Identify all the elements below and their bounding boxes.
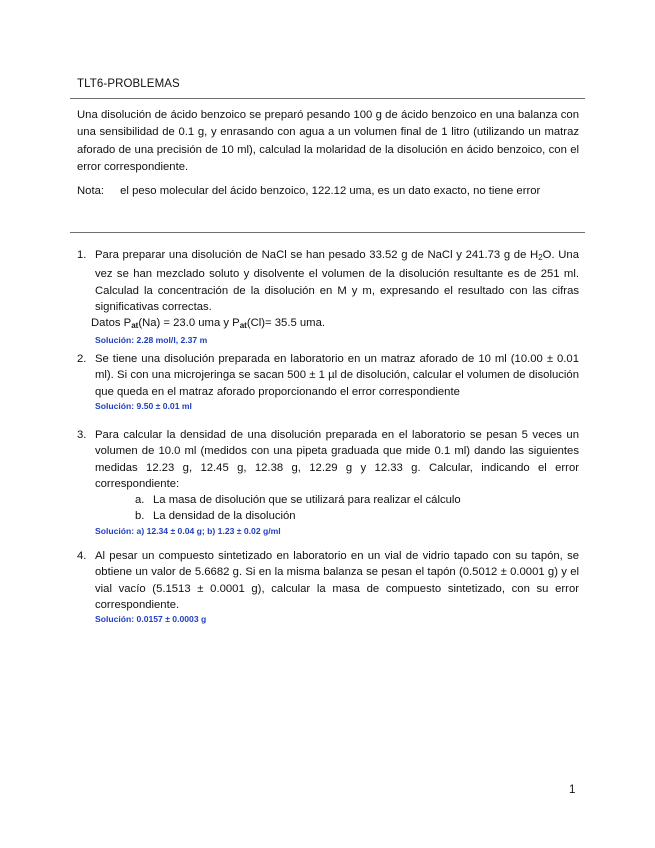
list-item: b. La densidad de la disolución	[135, 510, 296, 523]
page-number: 1	[569, 784, 576, 796]
note-label: Nota:	[77, 185, 105, 197]
problem-text: Para calcular la densidad de una disolución preparada en el laboratorio se pesan 5 veces un volumen de 10.0 ml (medidos con una pipeta graduada que mide 0.1 ml) dando las siguientes medidas 12.23 g, 12.45 g, 12.38 g, 12.29 g y 12.33 g. Calcular, indicando el error correspondiente:	[95, 429, 579, 490]
header-divider	[70, 98, 585, 99]
solution-text: Solución: a) 12.34 ± 0.04 g; b) 1.23 ± 0.02 g/ml	[95, 525, 281, 536]
problem-number: 1.	[77, 249, 87, 261]
note-text: el peso molecular del ácido benzoico, 122.12 uma, es un dato exacto, no tiene error	[120, 185, 541, 197]
solution-text: Solución: 2.28 mol/l, 2.37 m	[95, 335, 208, 346]
solution-text: Solución: 0.0157 ± 0.0003 g	[95, 614, 207, 625]
section-divider	[70, 232, 585, 233]
page-header: TLT6-PROBLEMAS	[77, 78, 180, 90]
problem-number: 2.	[77, 353, 87, 365]
problem-text: Al pesar un compuesto sintetizado en laboratorio en un vial de vidrio tapado con su tapón, se obtiene un valor de 5.6682 g. Si en la misma balanza se pesan el tapón (0.5012 ± 0.0001 g) y el vial vacío (5.1513 ± 0.0001 g), calcular la masa de compuesto sintetizado, con su error correspondiente.	[95, 550, 579, 611]
sub-question-list	[135, 492, 579, 525]
list-item: a. La masa de disolución que se utilizará para realizar el cálculo	[135, 494, 461, 507]
problem-number: 4.	[77, 550, 87, 562]
problem-number: 3.	[77, 429, 87, 441]
solution-text: Solución: 9.50 ± 0.01 ml	[95, 400, 192, 411]
problem-text: Para preparar una disolución de NaCl se han pesado 33.52 g de NaCl y 241.73 g de H2O. Una vez se han mezclado soluto y disolvente el volumen de la disolución resultante es de 251 ml. Calculad la concentración de la disolución en M y m, expresando el resultado con las cifras significativas correctas.	[95, 249, 579, 313]
problem-text: Se tiene una disolución preparada en laboratorio en un matraz aforado de 10 ml (10.00 ± 0.01 ml). Si con una microjeringa se sacan 500 ± 1 µl de disolución, calcular el volumen de disolución que queda en el matraz aforado proporcionando el error correspondiente	[95, 353, 579, 398]
problem-2	[77, 351, 579, 413]
note-line	[77, 185, 540, 197]
problem-1	[77, 247, 579, 347]
problem-3	[77, 427, 579, 538]
problem-4	[77, 548, 579, 626]
problem-data-line: Datos $P_{at}(Na) = 23.0$ uma y $P_{at}(Cl)= 35.5$ uma.	[91, 317, 326, 331]
intro-paragraph: Una disolución de ácido benzoico se preparó pesando 100 g de ácido benzoico en una balanza con una sensibilidad de 0.1 g, y enrasando con agua a un volumen final de 1 litro (utilizando un matraz aforado de una precisión de 10 ml), calculad la molaridad de la disolución en ácido benzoico, con el error correspondiente.	[77, 109, 579, 173]
